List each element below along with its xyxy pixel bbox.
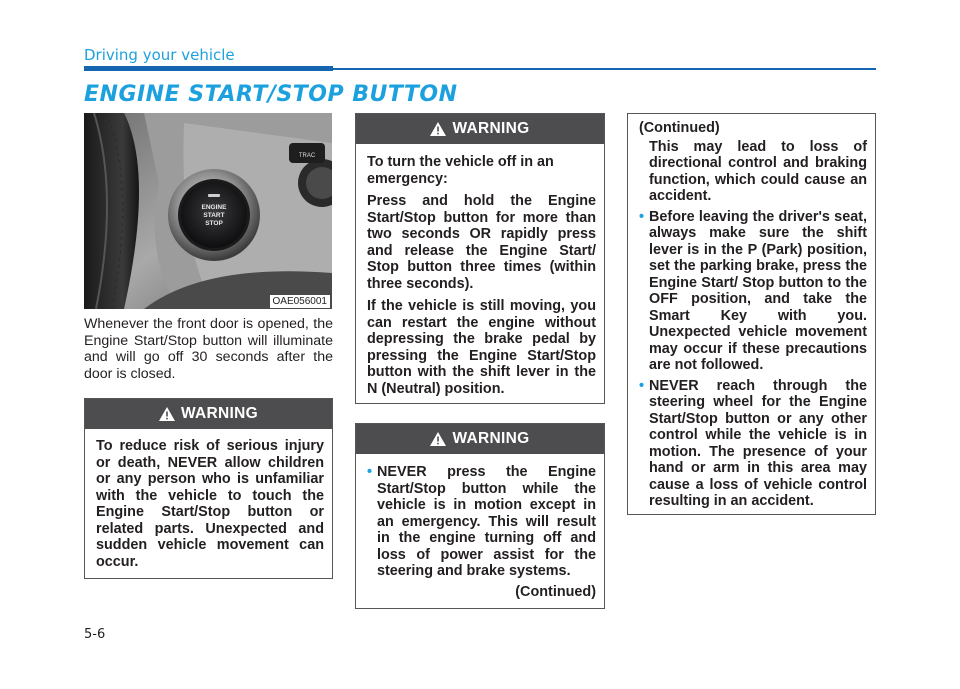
bullet-text: Before leaving the driver's seat, always make sure the shift lever is in the P (Park) position, set the parking brake, press the Engine Start/ Stop button to the OFF position, and take the Smart Key with you. Unexpected vehicle movement may occur if these precautions are not followed. bbox=[649, 208, 867, 373]
warning-text-intro: To turn the vehicle off in an emergency: bbox=[367, 154, 554, 187]
warning-header bbox=[356, 114, 604, 144]
page-title: ENGINE START/STOP BUTTON bbox=[84, 82, 458, 107]
button-label-line-3: STOP bbox=[205, 220, 223, 227]
continued-label: (Continued) bbox=[639, 120, 720, 136]
warning-bullet bbox=[639, 209, 867, 374]
header-rule-thin bbox=[333, 68, 876, 70]
bullet-text: NEVER press the Engine Start/Stop button while the vehicle is in motion except in an emergency. This will result in the engine turning off and loss of power assist for the steering and brake systems. bbox=[377, 464, 596, 579]
warning-text-procedure: Press and hold the Engine Start/Stop button for more than two seconds OR rapidly press and release the Engine Start/ Stop button three times (within three seconds). bbox=[367, 193, 596, 292]
warning-bullet bbox=[367, 464, 596, 580]
bullet-dot: • bbox=[367, 464, 373, 480]
warning-header bbox=[356, 424, 604, 454]
side-button-label: TRAC bbox=[298, 153, 316, 159]
header-rule-thick bbox=[84, 66, 333, 71]
warning-header bbox=[85, 399, 332, 429]
engine-start-button-photo bbox=[84, 113, 332, 309]
warning-label: WARNING bbox=[452, 120, 530, 137]
warning-text-restart: If the vehicle is still moving, you can restart the engine without depressing the brake pedal by pressing the Engine Start/Stop button with the shift lever in the N (Neutral) position. bbox=[367, 298, 596, 397]
warning-box-emergency-stop bbox=[355, 113, 605, 404]
button-label-line-1: ENGINE bbox=[201, 204, 227, 211]
bullet-text: NEVER reach through the steering wheel for the Engine Start/Stop button or any other control while the vehicle is in motion. The presence of your hand or arm in this area may cause a loss of vehicle control resulting in an accident. bbox=[649, 377, 867, 509]
page-number: 5-6 bbox=[84, 627, 106, 642]
bullet-dot: • bbox=[639, 208, 645, 225]
warning-text: To reduce risk of serious injury or death, NEVER allow children or any person who is unfamiliar with the vehicle to touch the Engine Start/Stop button or related parts. Unexpected and sudden vehicle movement can occur. bbox=[96, 438, 324, 570]
continued-text: This may lead to loss of directional control and braking function, which could cause an accident. bbox=[649, 138, 867, 204]
section-header: Driving your vehicle bbox=[84, 46, 235, 64]
button-label-line-2: START bbox=[203, 212, 225, 219]
warning-triangle-icon bbox=[430, 122, 446, 136]
continued-label: (Continued) bbox=[515, 583, 596, 600]
warning-box-children bbox=[84, 398, 333, 579]
warning-box-in-motion bbox=[355, 423, 605, 609]
warning-bullet bbox=[639, 378, 867, 510]
warning-box-continued bbox=[627, 113, 876, 515]
warning-triangle-icon bbox=[159, 407, 175, 421]
warning-label: WARNING bbox=[452, 430, 530, 447]
bullet-dot: • bbox=[639, 377, 645, 394]
intro-paragraph: Whenever the front door is opened, the Engine Start/Stop button will illuminate and will go off 30 seconds after the door is closed. bbox=[84, 316, 333, 382]
warning-triangle-icon bbox=[430, 432, 446, 446]
warning-label: WARNING bbox=[180, 405, 258, 422]
figure-code: OAE056001 bbox=[270, 295, 331, 308]
